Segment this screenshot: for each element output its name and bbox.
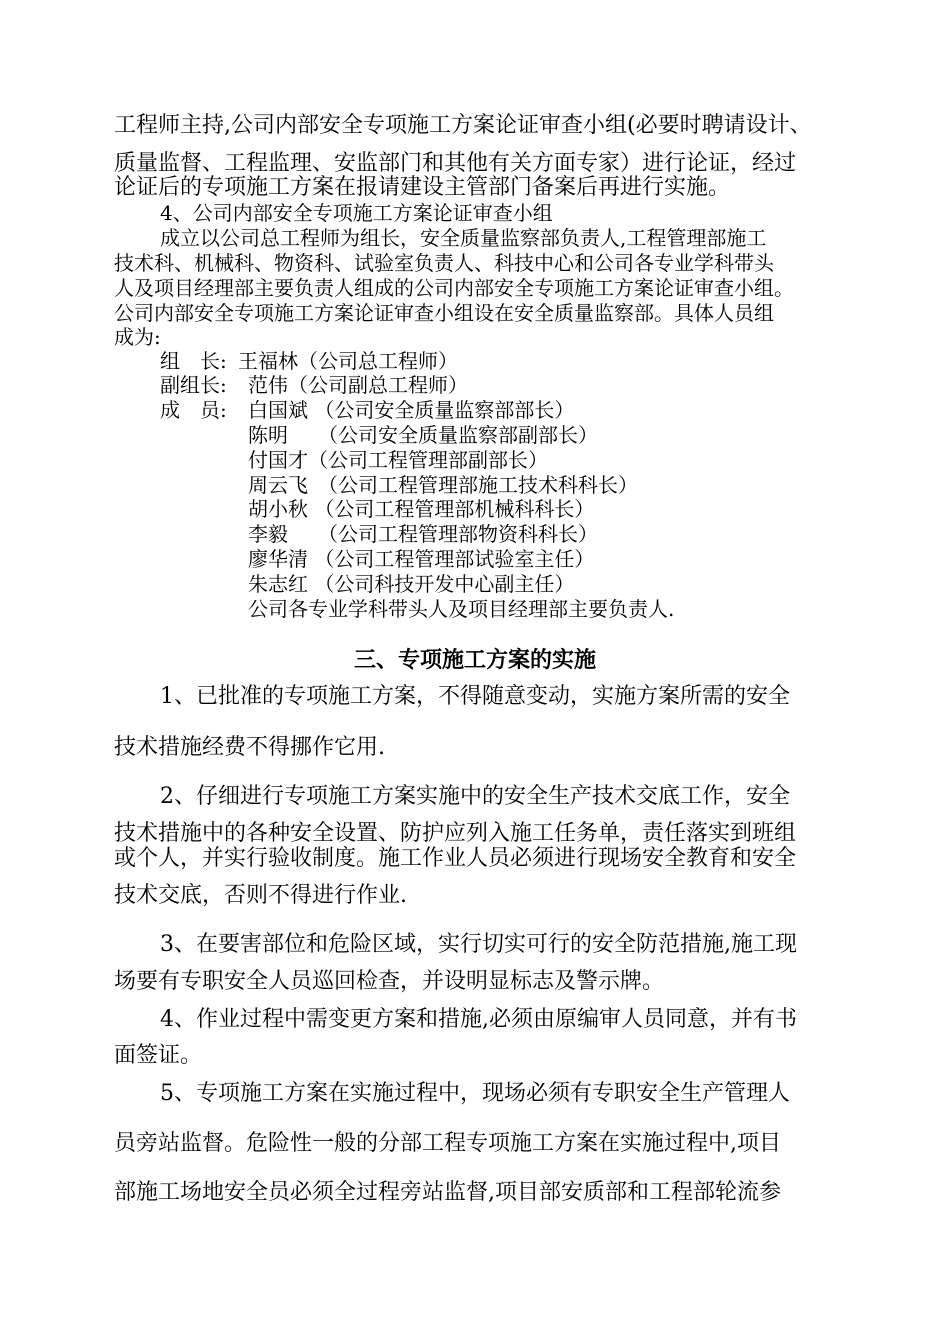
text-line: 5、专项施工方案在实施过程中，现场必须有专职安全生产管理人 [160,1081,790,1106]
text-line: 1、已批准的专项施工方案，不得随意变动，实施方案所需的安全 [160,684,790,709]
text-line: 质量监督、工程监理、安监部门和其他有关方面专家）进行论证，经过 [114,151,797,176]
member-entry: 胡小秋 （公司工程管理部机械科科长） [248,497,595,521]
text-line: 技术科、机械科、物资科、试验室负责人、科技中心和公司各专业学科带头 [114,251,774,275]
member-name: 范伟（公司副总工程师） [248,373,468,397]
text-line: 论证后的专项施工方案在报请建设主管部门备案后再进行实施。 [114,175,731,200]
text-line: 技术措施经费不得挪作它用. [114,735,385,760]
member-entry: 周云飞 （公司工程管理部施工技术科科长） [248,473,638,497]
text-line: 场要有专职安全人员巡回检查，并设明显标志及警示牌。 [114,969,665,994]
member-entry: 陈明 （公司安全质量监察部副部长） [248,423,598,447]
text-line: 2、仔细进行专项施工方案实施中的安全生产技术交底工作，安全 [160,784,790,809]
member-label: 组 长: [160,349,227,373]
member-entry: 廖华清 （公司工程管理部试验室主任） [248,547,595,571]
text-line: 3、在要害部位和危险区域，实行切实可行的安全防范措施,施工现 [160,932,797,957]
text-line: 成立以公司总工程师为组长，安全质量监察部负责人,工程管理部施工 [160,226,767,250]
subsection-title: 4、公司内部安全专项施工方案论证审查小组 [160,201,553,225]
member-label: 副组长: [160,373,227,397]
member-name: 王福林（公司总工程师） [238,349,458,373]
text-line: 技术措施中的各种安全设置、防护应列入施工任务单，责任落实到班组 [114,821,797,846]
member-entry: 白国斌 （公司安全质量监察部部长） [248,398,575,422]
member-entry: 李毅 （公司工程管理部物资科科长） [248,522,598,546]
text-line: 部施工场地安全员必须全过程旁站监督,项目部安质部和工程部轮流参 [114,1180,781,1205]
member-entry: 公司各专业学科带头人及项目经理部主要负责人. [248,597,675,621]
member-entry: 付国才（公司工程管理部副部长） [248,448,548,472]
text-line: 工程师主持,公司内部安全专项施工方案论证审查小组(必要时聘请设计、 [114,113,812,138]
text-line: 或个人，并实行验收制度。施工作业人员必须进行现场安全教育和安全 [114,846,797,871]
text-line: 技术交底，否则不得进行作业. [114,883,407,908]
section-heading: 三、专项施工方案的实施 [353,647,596,673]
text-line: 面签证。 [114,1043,203,1068]
text-line: 人及项目经理部主要负责人组成的公司内部安全专项施工方案论证审查小组。 [114,276,794,300]
text-line: 4、作业过程中需变更方案和措施,必须由原编审人员同意，并有书 [160,1007,797,1032]
member-entry: 朱志红 （公司科技开发中心副主任） [248,572,575,596]
text-line: 员旁站监督。危险性一般的分部工程专项施工方案在实施过程中,项目 [114,1131,781,1156]
text-line: 公司内部安全专项施工方案论证审查小组设在安全质量监察部。具体人员组 [114,301,774,325]
member-label: 成 员: [160,398,227,422]
text-line: 成为: [114,325,161,349]
